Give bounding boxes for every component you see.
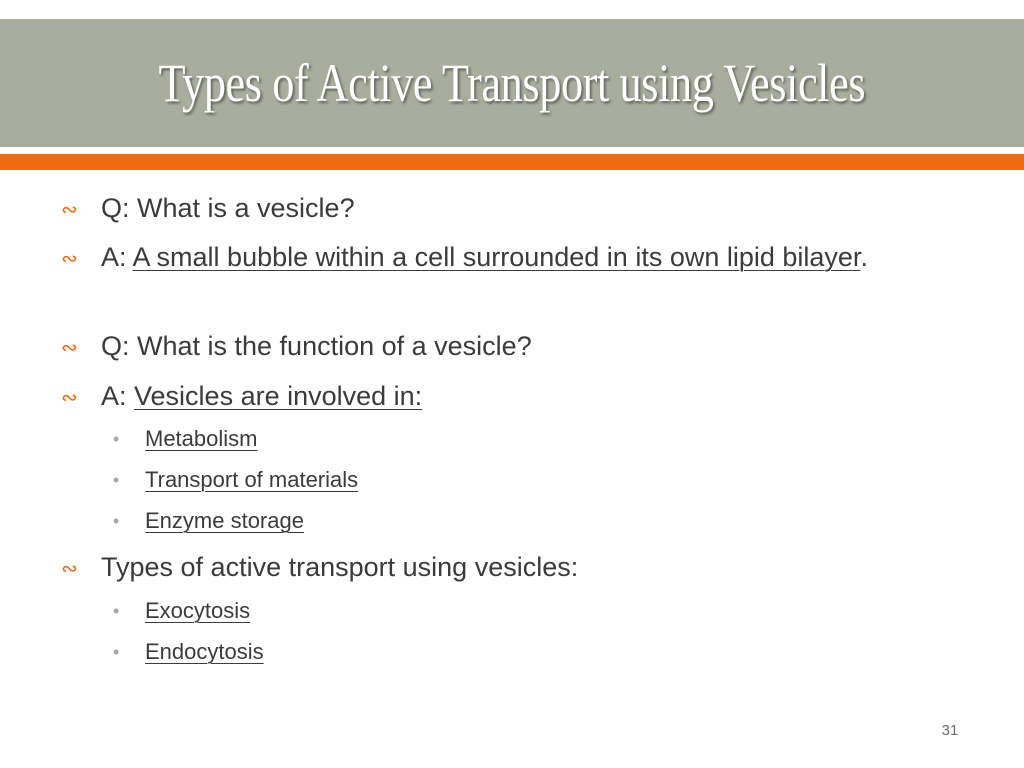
sub-item-label: Enzyme storage [145,508,304,533]
dot-bullet-icon: • [113,601,120,621]
sub-item-label: Metabolism [145,426,258,451]
swirl-bullet-icon: ∾ [61,197,78,221]
page-number: 31 [941,722,959,739]
answer-prefix: A: [101,381,135,411]
bullet-text: Q: What is the function of a vesicle? [101,331,532,361]
dot-bullet-icon: • [113,511,120,531]
dot-bullet-icon: • [113,470,120,490]
bullet-types [61,547,961,587]
sub-item-label: Transport of materials [145,467,359,492]
bullet-question-vesicle [61,188,961,228]
bullet-text: Q: What is a vesicle? [101,193,355,223]
swirl-bullet-icon: ∾ [61,385,78,409]
sub-item-endocytosis [113,637,264,667]
dot-bullet-icon: • [113,642,120,662]
swirl-bullet-icon: ∾ [61,556,78,580]
sub-item-metabolism [113,424,258,454]
dot-bullet-icon: • [113,429,120,449]
bullet-question-function [61,326,961,366]
sub-item-label: Exocytosis [145,598,251,623]
sub-item-enzyme [113,506,304,536]
answer-text: Vesicles are involved in: [134,381,423,411]
bullet-text: Types of active transport using vesicles: [101,552,579,582]
sub-item-exocytosis [113,596,251,626]
answer-suffix: . [860,242,868,272]
sub-item-transport [113,465,359,495]
swirl-bullet-icon: ∾ [61,335,78,359]
answer-prefix: A: [101,242,133,272]
bullet-answer-vesicle [61,237,961,277]
bullet-answer-function [61,376,961,416]
swirl-bullet-icon: ∾ [61,246,78,270]
sub-item-label: Endocytosis [145,639,264,664]
slide-title: Types of Active Transport using Vesicles [158,53,866,113]
answer-text: A small bubble within a cell surrounded in its own lipid bilayer [132,242,861,272]
